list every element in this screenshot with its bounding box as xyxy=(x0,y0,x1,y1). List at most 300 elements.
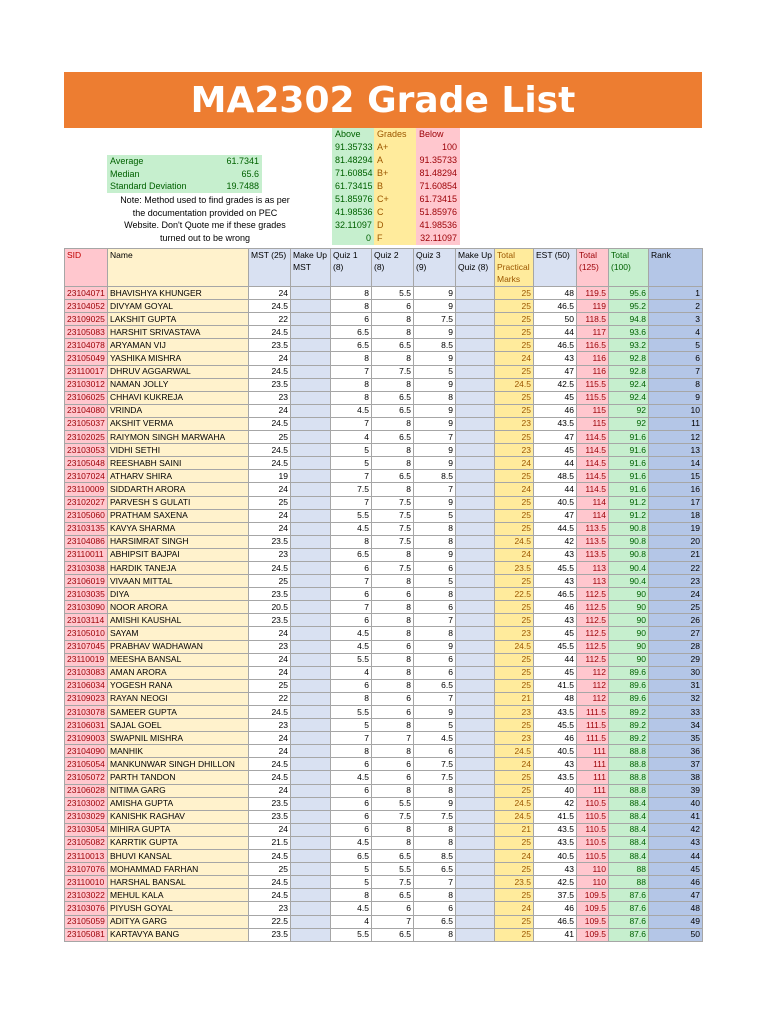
quiz3-cell: 9 xyxy=(414,457,456,470)
name-cell: PRATHAM SAXENA xyxy=(108,509,249,522)
total-practical-cell: 21 xyxy=(495,823,534,836)
total-practical-cell: 25 xyxy=(495,836,534,849)
makeup-mst-cell xyxy=(291,679,331,692)
quiz3-cell: 7.5 xyxy=(414,758,456,771)
est-cell: 46 xyxy=(534,601,577,614)
makeup-quiz-cell xyxy=(456,614,495,627)
sid-cell: 23102025 xyxy=(65,431,108,444)
quiz3-cell: 5 xyxy=(414,365,456,378)
total-100-cell: 87.6 xyxy=(609,902,649,915)
note-line: turned out to be wrong xyxy=(159,232,251,243)
page-title: MA2302 Grade List xyxy=(64,72,702,128)
total-125-cell: 112.5 xyxy=(577,614,609,627)
name-cell: SAMEER GUPTA xyxy=(108,706,249,719)
quiz1-cell: 4.5 xyxy=(331,404,372,417)
table-row xyxy=(65,706,703,719)
quiz2-cell: 8 xyxy=(372,548,414,561)
makeup-mst-cell xyxy=(291,810,331,823)
name-cell: DIYA xyxy=(108,588,249,601)
table-row xyxy=(65,928,703,941)
est-cell: 45.5 xyxy=(534,640,577,653)
total-125-cell: 113.5 xyxy=(577,535,609,548)
name-cell: HARSIMRAT SINGH xyxy=(108,535,249,548)
sid-cell: 23106031 xyxy=(65,719,108,732)
quiz3-cell: 9 xyxy=(414,548,456,561)
makeup-quiz-cell xyxy=(456,496,495,509)
header-sid: SID xyxy=(65,249,108,287)
makeup-mst-cell xyxy=(291,417,331,430)
header-total-125: Total (125) xyxy=(577,249,609,287)
total-125-cell: 111 xyxy=(577,758,609,771)
makeup-quiz-cell xyxy=(456,575,495,588)
makeup-quiz-cell xyxy=(456,902,495,915)
table-header-row xyxy=(65,249,703,287)
total-100-cell: 92.4 xyxy=(609,378,649,391)
total-100-cell: 95.6 xyxy=(609,287,649,300)
sid-cell: 23103076 xyxy=(65,902,108,915)
table-row xyxy=(65,666,703,679)
threshold-below-value: 51.85976 xyxy=(419,207,457,217)
stat-value: 19.7488 xyxy=(226,181,259,191)
quiz2-cell: 7.5 xyxy=(372,365,414,378)
quiz2-cell: 8 xyxy=(372,719,414,732)
total-125-cell: 113.5 xyxy=(577,522,609,535)
total-125-cell: 115 xyxy=(577,404,609,417)
makeup-quiz-cell xyxy=(456,313,495,326)
below-threshold-column xyxy=(416,128,460,245)
makeup-quiz-cell xyxy=(456,588,495,601)
table-row xyxy=(65,653,703,666)
grades-header: Grades xyxy=(377,129,407,139)
table-row xyxy=(65,444,703,457)
makeup-quiz-cell xyxy=(456,679,495,692)
quiz3-cell: 9 xyxy=(414,352,456,365)
name-cell: MOHAMMAD FARHAN xyxy=(108,863,249,876)
sid-cell: 23103090 xyxy=(65,601,108,614)
makeup-mst-cell xyxy=(291,470,331,483)
name-cell: VIVAAN MITTAL xyxy=(108,575,249,588)
name-cell: MANHIK xyxy=(108,745,249,758)
name-cell: ABHIPSIT BAJPAI xyxy=(108,548,249,561)
quiz3-cell: 8 xyxy=(414,928,456,941)
quiz1-cell: 8 xyxy=(331,352,372,365)
quiz2-cell: 8 xyxy=(372,836,414,849)
quiz1-cell: 6.5 xyxy=(331,850,372,863)
total-125-cell: 119.5 xyxy=(577,287,609,300)
statistics-box xyxy=(107,155,262,193)
quiz2-cell: 7.5 xyxy=(372,876,414,889)
total-practical-cell: 25 xyxy=(495,601,534,614)
est-cell: 48.5 xyxy=(534,470,577,483)
total-100-cell: 88.8 xyxy=(609,758,649,771)
header-name: Name xyxy=(108,249,249,287)
total-125-cell: 109.5 xyxy=(577,902,609,915)
makeup-quiz-cell xyxy=(456,404,495,417)
sid-cell: 23103012 xyxy=(65,378,108,391)
above-threshold-column xyxy=(332,128,374,245)
total-practical-cell: 23 xyxy=(495,706,534,719)
sid-cell: 23103135 xyxy=(65,522,108,535)
table-row xyxy=(65,719,703,732)
quiz3-cell: 5 xyxy=(414,509,456,522)
sid-cell: 23110010 xyxy=(65,876,108,889)
makeup-mst-cell xyxy=(291,391,331,404)
sid-cell: 23103078 xyxy=(65,706,108,719)
total-practical-cell: 25 xyxy=(495,509,534,522)
makeup-mst-cell xyxy=(291,339,331,352)
total-125-cell: 111.5 xyxy=(577,719,609,732)
sid-cell: 23104052 xyxy=(65,300,108,313)
total-practical-cell: 25 xyxy=(495,496,534,509)
quiz2-cell: 8 xyxy=(372,745,414,758)
sid-cell: 23106019 xyxy=(65,575,108,588)
est-cell: 47 xyxy=(534,365,577,378)
est-cell: 46 xyxy=(534,732,577,745)
rank-cell: 43 xyxy=(649,836,703,849)
name-cell: REESHABH SAINI xyxy=(108,457,249,470)
quiz2-cell: 5.5 xyxy=(372,797,414,810)
quiz1-cell: 8 xyxy=(331,745,372,758)
quiz1-cell: 4 xyxy=(331,431,372,444)
name-cell: VIDHI SETHI xyxy=(108,444,249,457)
mst-cell: 23.5 xyxy=(249,928,291,941)
est-cell: 46.5 xyxy=(534,300,577,313)
total-125-cell: 114.5 xyxy=(577,431,609,444)
makeup-mst-cell xyxy=(291,300,331,313)
stat-label: Average xyxy=(110,156,144,166)
rank-cell: 42 xyxy=(649,823,703,836)
makeup-mst-cell xyxy=(291,823,331,836)
est-cell: 48 xyxy=(534,287,577,300)
sid-cell: 23103114 xyxy=(65,614,108,627)
total-125-cell: 112.5 xyxy=(577,601,609,614)
sid-cell: 23104086 xyxy=(65,535,108,548)
quiz2-cell: 6.5 xyxy=(372,928,414,941)
quiz3-cell: 8 xyxy=(414,391,456,404)
quiz2-cell: 6 xyxy=(372,588,414,601)
total-100-cell: 89.6 xyxy=(609,679,649,692)
total-125-cell: 111 xyxy=(577,784,609,797)
total-100-cell: 87.6 xyxy=(609,928,649,941)
quiz2-cell: 8 xyxy=(372,444,414,457)
name-cell: PARTH TANDON xyxy=(108,771,249,784)
est-cell: 44 xyxy=(534,483,577,496)
sid-cell: 23106034 xyxy=(65,679,108,692)
table-row xyxy=(65,889,703,902)
est-cell: 43 xyxy=(534,352,577,365)
table-row xyxy=(65,483,703,496)
makeup-quiz-cell xyxy=(456,928,495,941)
quiz2-cell: 6.5 xyxy=(372,470,414,483)
est-cell: 48 xyxy=(534,692,577,705)
quiz1-cell: 4 xyxy=(331,915,372,928)
est-cell: 43 xyxy=(534,863,577,876)
rank-cell: 1 xyxy=(649,287,703,300)
name-cell: KANISHK RAGHAV xyxy=(108,810,249,823)
total-125-cell: 116 xyxy=(577,365,609,378)
quiz2-cell: 8 xyxy=(372,575,414,588)
quiz3-cell: 9 xyxy=(414,404,456,417)
rank-cell: 44 xyxy=(649,850,703,863)
makeup-quiz-cell xyxy=(456,352,495,365)
est-cell: 47 xyxy=(534,509,577,522)
quiz3-cell: 7.5 xyxy=(414,810,456,823)
makeup-mst-cell xyxy=(291,784,331,797)
sid-cell: 23109025 xyxy=(65,313,108,326)
est-cell: 43.5 xyxy=(534,417,577,430)
total-125-cell: 116.5 xyxy=(577,339,609,352)
total-practical-cell: 25 xyxy=(495,431,534,444)
rank-cell: 32 xyxy=(649,692,703,705)
makeup-quiz-cell xyxy=(456,509,495,522)
table-row xyxy=(65,745,703,758)
mst-cell: 24 xyxy=(249,352,291,365)
quiz3-cell: 9 xyxy=(414,378,456,391)
makeup-quiz-cell xyxy=(456,876,495,889)
makeup-mst-cell xyxy=(291,627,331,640)
makeup-mst-cell xyxy=(291,771,331,784)
est-cell: 42.5 xyxy=(534,876,577,889)
sid-cell: 23103054 xyxy=(65,823,108,836)
makeup-mst-cell xyxy=(291,561,331,574)
table-row xyxy=(65,627,703,640)
mst-cell: 23.5 xyxy=(249,797,291,810)
mst-cell: 24 xyxy=(249,627,291,640)
quiz1-cell: 7 xyxy=(331,732,372,745)
name-cell: NOOR ARORA xyxy=(108,601,249,614)
makeup-mst-cell xyxy=(291,876,331,889)
quiz1-cell: 5 xyxy=(331,876,372,889)
total-125-cell: 114 xyxy=(577,509,609,522)
name-cell: PIYUSH GOYAL xyxy=(108,902,249,915)
est-cell: 45 xyxy=(534,391,577,404)
sid-cell: 23103038 xyxy=(65,561,108,574)
total-125-cell: 119 xyxy=(577,300,609,313)
total-100-cell: 91.6 xyxy=(609,431,649,444)
sid-cell: 23103035 xyxy=(65,588,108,601)
total-practical-cell: 23 xyxy=(495,627,534,640)
name-cell: NAMAN JOLLY xyxy=(108,378,249,391)
total-practical-cell: 24 xyxy=(495,902,534,915)
quiz1-cell: 6.5 xyxy=(331,339,372,352)
est-cell: 46 xyxy=(534,902,577,915)
quiz3-cell: 8 xyxy=(414,784,456,797)
sid-cell: 23103022 xyxy=(65,889,108,902)
name-cell: YASHIKA MISHRA xyxy=(108,352,249,365)
quiz3-cell: 6 xyxy=(414,902,456,915)
name-cell: HARSHIT SRIVASTAVA xyxy=(108,326,249,339)
header-makeup-quiz: Make Up Quiz (8) xyxy=(456,249,495,287)
est-cell: 40 xyxy=(534,784,577,797)
quiz3-cell: 7 xyxy=(414,614,456,627)
quiz3-cell: 8 xyxy=(414,627,456,640)
total-125-cell: 114.5 xyxy=(577,470,609,483)
table-row xyxy=(65,535,703,548)
total-practical-cell: 25 xyxy=(495,666,534,679)
name-cell: AMISHI KAUSHAL xyxy=(108,614,249,627)
total-100-cell: 90 xyxy=(609,588,649,601)
total-100-cell: 88.8 xyxy=(609,745,649,758)
quiz2-cell: 8 xyxy=(372,653,414,666)
total-100-cell: 90.8 xyxy=(609,522,649,535)
total-100-cell: 90 xyxy=(609,640,649,653)
name-cell: DIVYAM GOYAL xyxy=(108,300,249,313)
table-row xyxy=(65,640,703,653)
est-cell: 41.5 xyxy=(534,810,577,823)
quiz1-cell: 5.5 xyxy=(331,653,372,666)
rank-cell: 41 xyxy=(649,810,703,823)
sid-cell: 23104071 xyxy=(65,287,108,300)
total-practical-cell: 23 xyxy=(495,417,534,430)
total-125-cell: 114.5 xyxy=(577,483,609,496)
table-row xyxy=(65,771,703,784)
rank-cell: 2 xyxy=(649,300,703,313)
total-100-cell: 89.2 xyxy=(609,732,649,745)
table-row xyxy=(65,326,703,339)
table-row xyxy=(65,758,703,771)
total-125-cell: 111.5 xyxy=(577,732,609,745)
rank-cell: 21 xyxy=(649,548,703,561)
mst-cell: 24 xyxy=(249,823,291,836)
table-row xyxy=(65,378,703,391)
total-practical-cell: 25 xyxy=(495,365,534,378)
total-125-cell: 117 xyxy=(577,326,609,339)
mst-cell: 24.5 xyxy=(249,876,291,889)
quiz3-cell: 8 xyxy=(414,889,456,902)
quiz1-cell: 6 xyxy=(331,313,372,326)
total-125-cell: 110.5 xyxy=(577,810,609,823)
name-cell: AMAN ARORA xyxy=(108,666,249,679)
grade-letter: B xyxy=(377,181,384,191)
quiz3-cell: 5 xyxy=(414,719,456,732)
quiz3-cell: 7.5 xyxy=(414,771,456,784)
mst-cell: 23 xyxy=(249,719,291,732)
quiz3-cell: 7.5 xyxy=(414,313,456,326)
quiz1-cell: 8 xyxy=(331,889,372,902)
mst-cell: 24.5 xyxy=(249,758,291,771)
quiz3-cell: 9 xyxy=(414,326,456,339)
header-total-practical: Total Practical Marks xyxy=(495,249,534,287)
quiz1-cell: 6 xyxy=(331,561,372,574)
total-100-cell: 88.4 xyxy=(609,810,649,823)
makeup-mst-cell xyxy=(291,535,331,548)
table-row xyxy=(65,836,703,849)
quiz2-cell: 6.5 xyxy=(372,339,414,352)
quiz2-cell: 8 xyxy=(372,417,414,430)
makeup-mst-cell xyxy=(291,797,331,810)
makeup-mst-cell xyxy=(291,352,331,365)
rank-cell: 20 xyxy=(649,535,703,548)
est-cell: 50 xyxy=(534,313,577,326)
quiz2-cell: 6 xyxy=(372,640,414,653)
table-row xyxy=(65,391,703,404)
quiz3-cell: 8.5 xyxy=(414,339,456,352)
makeup-mst-cell xyxy=(291,496,331,509)
header-est: EST (50) xyxy=(534,249,577,287)
threshold-below-value: 100 xyxy=(441,142,457,152)
total-100-cell: 88 xyxy=(609,876,649,889)
threshold-above-value: 41.98536 xyxy=(335,207,373,217)
makeup-quiz-cell xyxy=(456,444,495,457)
rank-cell: 29 xyxy=(649,653,703,666)
total-125-cell: 115.5 xyxy=(577,391,609,404)
total-practical-cell: 25 xyxy=(495,522,534,535)
name-cell: KARRTIK GUPTA xyxy=(108,836,249,849)
stat-value: 65.6 xyxy=(241,168,259,179)
total-100-cell: 89.6 xyxy=(609,692,649,705)
quiz3-cell: 8.5 xyxy=(414,470,456,483)
total-practical-cell: 25 xyxy=(495,679,534,692)
header-total-100: Total (100) xyxy=(609,249,649,287)
sid-cell: 23110011 xyxy=(65,548,108,561)
sid-cell: 23109003 xyxy=(65,732,108,745)
note-line: the documentation provided on PEC xyxy=(132,207,278,218)
quiz3-cell: 7 xyxy=(414,483,456,496)
rank-cell: 4 xyxy=(649,326,703,339)
rank-cell: 23 xyxy=(649,575,703,588)
mst-cell: 23.5 xyxy=(249,614,291,627)
table-row xyxy=(65,915,703,928)
sid-cell: 23104080 xyxy=(65,404,108,417)
est-cell: 42.5 xyxy=(534,378,577,391)
est-cell: 43 xyxy=(534,614,577,627)
makeup-mst-cell xyxy=(291,483,331,496)
quiz1-cell: 7 xyxy=(331,575,372,588)
name-cell: CHHAVI KUKREJA xyxy=(108,391,249,404)
sid-cell: 23105048 xyxy=(65,457,108,470)
grades-column xyxy=(374,128,416,245)
est-cell: 46.5 xyxy=(534,339,577,352)
sid-cell: 23103029 xyxy=(65,810,108,823)
quiz2-cell: 8 xyxy=(372,784,414,797)
quiz2-cell: 7.5 xyxy=(372,522,414,535)
total-practical-cell: 24.5 xyxy=(495,810,534,823)
mst-cell: 22 xyxy=(249,692,291,705)
rank-cell: 17 xyxy=(649,496,703,509)
table-row xyxy=(65,352,703,365)
table-row xyxy=(65,732,703,745)
est-cell: 43.5 xyxy=(534,823,577,836)
name-cell: HARDIK TANEJA xyxy=(108,561,249,574)
sid-cell: 23105082 xyxy=(65,836,108,849)
total-100-cell: 88.8 xyxy=(609,771,649,784)
est-cell: 43.5 xyxy=(534,771,577,784)
makeup-quiz-cell xyxy=(456,627,495,640)
total-100-cell: 88.4 xyxy=(609,823,649,836)
total-125-cell: 114.5 xyxy=(577,457,609,470)
total-100-cell: 92.8 xyxy=(609,365,649,378)
name-cell: BHAVISHYA KHUNGER xyxy=(108,287,249,300)
est-cell: 44 xyxy=(534,457,577,470)
makeup-mst-cell xyxy=(291,863,331,876)
table-row xyxy=(65,431,703,444)
sid-cell: 23105054 xyxy=(65,758,108,771)
mst-cell: 24 xyxy=(249,404,291,417)
quiz3-cell: 9 xyxy=(414,417,456,430)
est-cell: 46 xyxy=(534,404,577,417)
makeup-mst-cell xyxy=(291,313,331,326)
rank-cell: 34 xyxy=(649,719,703,732)
total-125-cell: 113 xyxy=(577,561,609,574)
total-practical-cell: 24 xyxy=(495,352,534,365)
name-cell: ATHARV SHIRA xyxy=(108,470,249,483)
makeup-quiz-cell xyxy=(456,601,495,614)
rank-cell: 22 xyxy=(649,561,703,574)
total-100-cell: 92 xyxy=(609,417,649,430)
table-row xyxy=(65,575,703,588)
total-100-cell: 91.6 xyxy=(609,483,649,496)
mst-cell: 24.5 xyxy=(249,417,291,430)
